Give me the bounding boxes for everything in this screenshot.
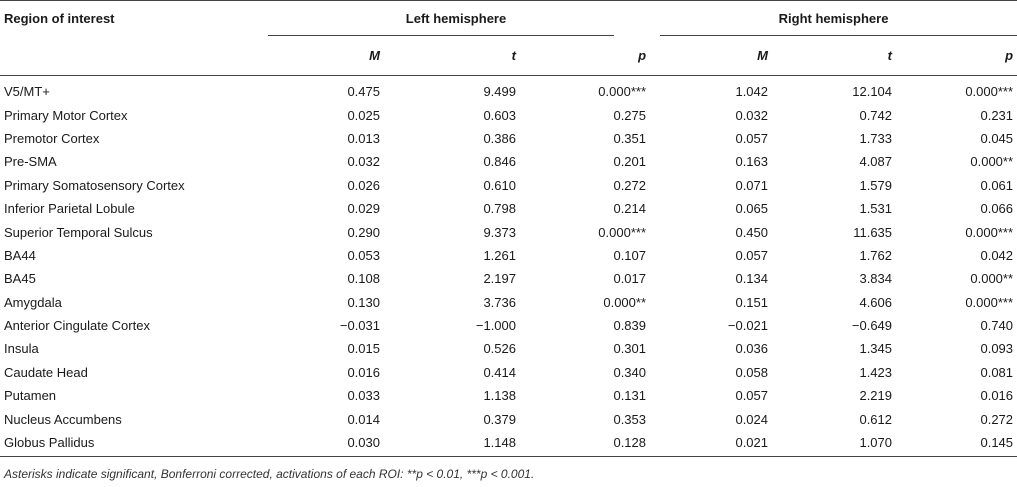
value-cell: 0.071 [735, 177, 769, 193]
left-m-header: M [262, 35, 384, 76]
value-cell: −0.031 [339, 318, 380, 334]
region-name-cell: Caudate Head [4, 364, 88, 380]
table-row [0, 361, 1017, 384]
value-cell: 0.053 [347, 247, 380, 263]
region-column-header: Region of interest [0, 1, 262, 36]
value-cell: 0.058 [735, 364, 769, 380]
region-name-cell: Putamen [4, 388, 57, 404]
value-cell: 0.163 [735, 154, 769, 170]
value-cell: −0.021 [727, 318, 769, 334]
value-cell: 1.531 [859, 201, 893, 217]
value-cell: 3.834 [859, 271, 893, 287]
value-cell: 0.021 [650, 431, 772, 457]
right-m-header: M [650, 35, 772, 76]
value-cell: 1.733 [859, 130, 893, 146]
value-cell: 0.017 [613, 271, 647, 287]
right-p-header: p [896, 35, 1017, 76]
right-t-header: t [772, 35, 896, 76]
value-cell: 2.219 [859, 388, 893, 404]
table-row [0, 314, 1017, 337]
value-cell: 0.081 [980, 364, 1014, 380]
group-header-row [0, 1, 1017, 36]
value-cell: 0.013 [347, 130, 380, 146]
value-cell: 0.272 [980, 411, 1014, 427]
value-cell: 0.000** [970, 154, 1014, 170]
value-cell: 0.045 [980, 130, 1014, 146]
value-cell: 0.061 [980, 177, 1014, 193]
value-cell: 0.065 [735, 201, 769, 217]
value-cell: −0.649 [851, 318, 893, 334]
table-row [0, 244, 1017, 267]
left-hemisphere-header: Left hemisphere [262, 1, 650, 36]
value-cell: 0.093 [980, 341, 1014, 357]
value-cell: 0.057 [735, 247, 769, 263]
table-row [0, 127, 1017, 150]
value-cell: 9.373 [483, 224, 516, 240]
value-cell: 0.214 [613, 201, 647, 217]
value-cell: 1.345 [859, 341, 893, 357]
value-cell: 0.134 [735, 271, 769, 287]
value-cell: 0.000*** [598, 224, 647, 240]
region-name-cell: Amygdala [4, 294, 62, 310]
table-row [0, 267, 1017, 290]
value-cell: 4.087 [859, 154, 893, 170]
value-cell: 1.579 [859, 177, 893, 193]
value-cell: 0.145 [896, 431, 1017, 457]
region-name-cell: Superior Temporal Sulcus [4, 224, 153, 240]
table-row [0, 407, 1017, 430]
value-cell: 9.499 [483, 84, 516, 100]
value-cell: 4.606 [859, 294, 893, 310]
value-cell: 0.526 [483, 341, 516, 357]
region-name-cell: Premotor Cortex [4, 130, 100, 146]
table-row [0, 174, 1017, 197]
value-cell: 0.379 [483, 411, 516, 427]
value-cell: 0.000*** [965, 224, 1014, 240]
region-name-cell: Pre-SMA [4, 154, 57, 170]
value-cell: 0.340 [613, 364, 647, 380]
value-cell: 0.414 [483, 364, 516, 380]
value-cell: 11.635 [853, 224, 893, 240]
value-cell: 0.839 [613, 318, 647, 334]
region-name-cell: Nucleus Accumbens [4, 411, 122, 427]
right-hemisphere-header: Right hemisphere [650, 1, 1017, 36]
value-cell: 1.261 [483, 247, 516, 263]
value-cell: 0.386 [483, 130, 516, 146]
region-name-cell: Primary Motor Cortex [4, 107, 128, 123]
value-cell: 0.742 [859, 107, 893, 123]
value-cell: 0.131 [613, 388, 647, 404]
value-cell: 0.042 [980, 247, 1014, 263]
value-cell: 2.197 [483, 271, 516, 287]
value-cell: 0.290 [347, 224, 380, 240]
value-cell: 0.000** [970, 271, 1014, 287]
value-cell: −1.000 [475, 318, 516, 334]
value-cell: 0.026 [347, 177, 380, 193]
left-group-underline [268, 35, 614, 36]
value-cell: 1.138 [483, 388, 516, 404]
value-cell: 0.033 [347, 388, 380, 404]
value-cell: 1.070 [772, 431, 896, 457]
value-cell: 0.798 [483, 201, 516, 217]
value-cell: 0.016 [347, 364, 380, 380]
table-row [0, 431, 1017, 457]
left-p-header: p [520, 35, 650, 76]
value-cell: 0.603 [483, 107, 516, 123]
value-cell: 0.450 [735, 224, 769, 240]
value-cell: 0.032 [735, 107, 769, 123]
region-name-cell: Anterior Cingulate Cortex [4, 318, 150, 334]
value-cell: 0.029 [347, 201, 380, 217]
value-cell: 0.032 [347, 154, 380, 170]
table-row [0, 337, 1017, 360]
table-footnote: Asterisks indicate significant, Bonferroni corrected, activations of each ROI: **p < 0.01, ***p < 0.001. [4, 467, 535, 482]
value-cell: 0.108 [347, 271, 380, 287]
table-row [0, 150, 1017, 173]
value-cell: 0.846 [483, 154, 516, 170]
table-row [0, 197, 1017, 220]
value-cell: 0.000*** [598, 84, 647, 100]
region-name-cell: Primary Somatosensory Cortex [4, 177, 185, 193]
value-cell: 0.036 [735, 341, 769, 357]
region-name-cell: Insula [4, 341, 39, 357]
region-name-cell: Globus Pallidus [0, 431, 262, 457]
region-name-cell: BA45 [4, 271, 36, 287]
value-cell: 0.475 [347, 84, 380, 100]
table-row [0, 220, 1017, 243]
value-cell: 0.353 [613, 411, 647, 427]
value-cell: 0.272 [613, 177, 647, 193]
region-name-cell: BA44 [4, 247, 36, 263]
value-cell: 0.612 [859, 411, 893, 427]
left-t-header: t [384, 35, 520, 76]
value-cell: 0.128 [520, 431, 650, 457]
table-row [0, 103, 1017, 126]
region-name-cell: V5/MT+ [4, 84, 50, 100]
value-cell: 0.066 [980, 201, 1014, 217]
value-cell: 0.201 [613, 154, 647, 170]
value-cell: 0.301 [613, 341, 647, 357]
value-cell: 0.057 [735, 130, 769, 146]
value-cell: 12.104 [852, 84, 893, 100]
table-row [0, 384, 1017, 407]
value-cell: 0.025 [347, 107, 380, 123]
subheader-row [0, 35, 1017, 76]
value-cell: 0.610 [483, 177, 516, 193]
value-cell: 0.014 [347, 411, 380, 427]
value-cell: 0.024 [735, 411, 769, 427]
value-cell: 0.231 [980, 107, 1014, 123]
value-cell: 0.016 [980, 388, 1014, 404]
value-cell: 3.736 [483, 294, 516, 310]
value-cell: 0.000** [603, 294, 647, 310]
value-cell: 0.000*** [965, 294, 1014, 310]
region-name-cell: Inferior Parietal Lobule [4, 201, 135, 217]
value-cell: 1.762 [859, 247, 893, 263]
value-cell: 0.057 [735, 388, 769, 404]
value-cell: 0.740 [980, 318, 1014, 334]
right-group-underline [660, 35, 1017, 36]
subheader-blank [0, 35, 262, 76]
value-cell: 1.148 [384, 431, 520, 457]
table-row [0, 76, 1017, 104]
value-cell: 1.042 [735, 84, 769, 100]
table-row [0, 291, 1017, 314]
value-cell: 0.130 [347, 294, 380, 310]
value-cell: 0.107 [613, 247, 647, 263]
value-cell: 0.015 [347, 341, 380, 357]
value-cell: 0.351 [613, 130, 647, 146]
value-cell: 0.151 [735, 294, 769, 310]
value-cell: 0.030 [262, 431, 384, 457]
value-cell: 0.275 [613, 107, 647, 123]
table-body [0, 76, 1017, 457]
value-cell: 1.423 [859, 364, 893, 380]
value-cell: 0.000*** [965, 84, 1014, 100]
